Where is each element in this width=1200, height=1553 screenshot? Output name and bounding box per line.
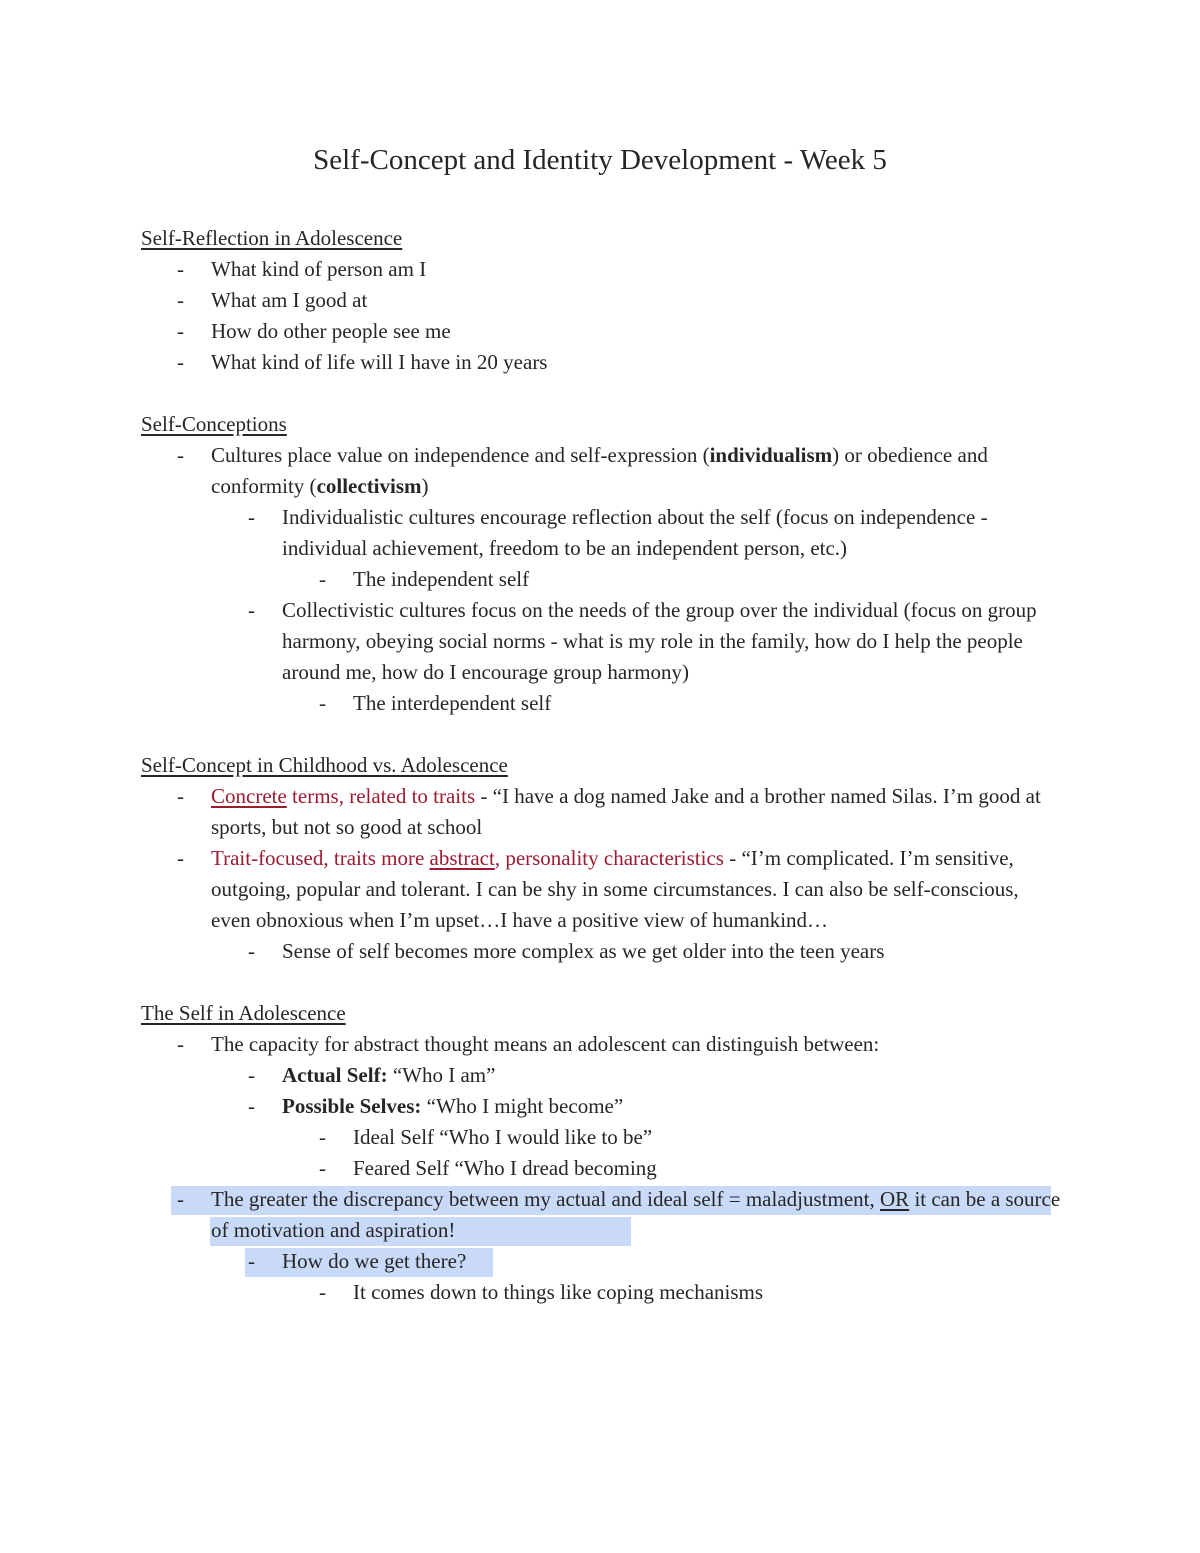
list-item: - The independent self: [141, 564, 1061, 595]
section-heading-self-reflection: Self-Reflection in Adolescence: [141, 226, 403, 250]
text-run: The greater the discrepancy between my actual and ideal self = maladjustment,: [211, 1187, 880, 1211]
text-run: “Who I might become”: [421, 1094, 624, 1118]
term-collectivism: collectivism: [316, 474, 422, 498]
term-individualism: individualism: [709, 443, 833, 467]
list-item: [141, 440, 1061, 502]
list-item: - Feared Self “Who I dread becoming: [141, 1153, 1061, 1184]
text-run: - “I have a dog named Jake and a brother named Silas. I’m good at sports, but not so good at school: [211, 784, 1041, 839]
section-heading-self-in-adolescence: The Self in Adolescence: [141, 1001, 346, 1025]
list-item: - It comes down to things like coping mechanisms: [141, 1277, 1061, 1308]
list-item: - How do we get there?: [141, 1246, 1061, 1277]
list-item: - Ideal Self “Who I would like to be”: [141, 1122, 1061, 1153]
text-run: , personality characteristics: [494, 846, 724, 870]
list-item: - How do other people see me: [141, 316, 1061, 347]
highlighted-block: [171, 1184, 1061, 1277]
list-item: - Sense of self becomes more complex as we get older into the teen years: [141, 936, 1061, 967]
section-heading-self-conceptions: Self-Conceptions: [141, 412, 287, 436]
list-item: - What am I good at: [141, 285, 1061, 316]
term-possible-selves: Possible Selves:: [282, 1094, 422, 1118]
list-item: - Individualistic cultures encourage reflection about the self (focus on independence - individual achievement, freedom to be an independent person, etc.): [141, 502, 1061, 564]
term-concrete: Concrete: [211, 784, 287, 808]
text-run: ) or obedience and conformity (: [211, 443, 988, 498]
document-body: [141, 223, 1061, 1308]
list-item: - Collectivistic cultures focus on the needs of the group over the individual (focus on group harmony, obeying social norms - what is my role in the family, how do I help the people around me, how do I encourage group harmony): [141, 595, 1061, 688]
term-abstract: abstract: [429, 846, 495, 870]
list-item: [141, 1060, 1061, 1091]
text-run: it can be a source of motivation and aspiration!: [211, 1187, 1061, 1242]
text-run: - “I’m complicated. I’m sensitive, outgoing, popular and tolerant. I can be shy in some circumstances. I can also be self-conscious, even obnoxious when I’m upset…I have a positive view of humankind…: [211, 846, 1019, 932]
list-item: [141, 1184, 1061, 1246]
list-item: [141, 843, 1061, 936]
list-item: - What kind of person am I: [141, 254, 1061, 285]
section-heading-childhood-vs-adolescence: Self-Concept in Childhood vs. Adolescence: [141, 753, 508, 777]
term-or: OR: [880, 1187, 910, 1211]
list-item: [141, 781, 1061, 843]
list-item: - The interdependent self: [141, 688, 1061, 719]
document-title: Self-Concept and Identity Development - Week 5: [313, 144, 887, 176]
text-run: ): [421, 474, 429, 498]
text-run: Trait-focused, traits more: [211, 846, 430, 870]
text-run: “Who I am”: [387, 1063, 496, 1087]
term-actual-self: Actual Self:: [282, 1063, 388, 1087]
list-item: - The capacity for abstract thought means an adolescent can distinguish between:: [141, 1029, 1061, 1060]
list-item: - What kind of life will I have in 20 years: [141, 347, 1061, 378]
list-item: [141, 1091, 1061, 1122]
text-run: Cultures place value on independence and self-expression (: [211, 443, 710, 467]
text-run: terms, related to traits: [286, 784, 476, 808]
